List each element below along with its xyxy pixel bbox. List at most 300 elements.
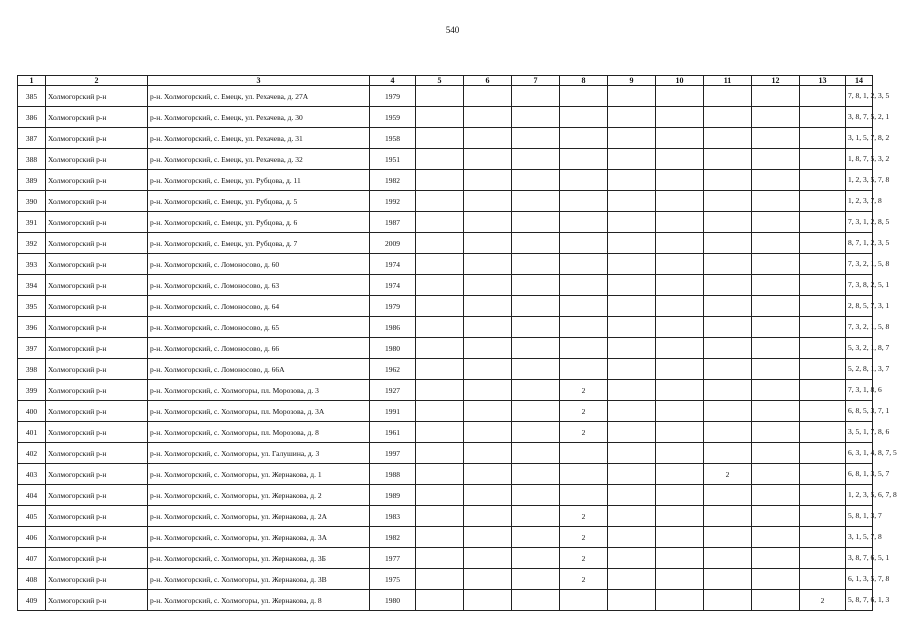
table-cell	[464, 233, 512, 254]
column-header: 10	[656, 76, 704, 86]
table-cell	[608, 485, 656, 506]
table-cell: 1, 8, 7, 5, 3, 2	[846, 149, 873, 170]
table-cell	[560, 590, 608, 611]
table-row	[18, 359, 873, 380]
table-cell	[512, 107, 560, 128]
table-cell	[704, 590, 752, 611]
table-cell	[560, 128, 608, 149]
table-cell: 1992	[370, 191, 416, 212]
table-cell	[608, 212, 656, 233]
table-cell	[656, 275, 704, 296]
table-cell	[656, 401, 704, 422]
table-cell: р-н. Холмогорский, с. Ломоносово, д. 60	[148, 254, 370, 275]
table-cell	[560, 317, 608, 338]
table-cell: р-н. Холмогорский, с. Холмогоры, ул. Жернакова, д. 3А	[148, 527, 370, 548]
table-cell	[800, 506, 846, 527]
table-cell	[800, 527, 846, 548]
table-row	[18, 464, 873, 485]
table-row	[18, 338, 873, 359]
table-cell	[464, 464, 512, 485]
table-cell: 2, 8, 5, 7, 3, 1	[846, 296, 873, 317]
table-cell: 1997	[370, 443, 416, 464]
column-header: 2	[46, 76, 148, 86]
table-cell: 2	[560, 380, 608, 401]
table-cell	[704, 506, 752, 527]
table-cell: Холмогорский р-н	[46, 86, 148, 107]
table-cell: 7, 3, 2, 1, 5, 8	[846, 254, 873, 275]
table-cell: 1958	[370, 128, 416, 149]
table-cell	[608, 401, 656, 422]
table-cell: 408	[18, 569, 46, 590]
table-cell	[464, 128, 512, 149]
table-cell	[416, 359, 464, 380]
table-cell	[656, 128, 704, 149]
table-cell: 6, 8, 5, 3, 7, 1	[846, 401, 873, 422]
table-cell	[800, 464, 846, 485]
table-cell	[464, 254, 512, 275]
table-cell	[464, 548, 512, 569]
table-cell: 3, 1, 5, 7, 8, 2	[846, 128, 873, 149]
table-cell	[608, 359, 656, 380]
table-cell	[656, 506, 704, 527]
table-cell	[464, 485, 512, 506]
table-cell: Холмогорский р-н	[46, 212, 148, 233]
table-cell	[416, 254, 464, 275]
table-row	[18, 506, 873, 527]
table-cell: 1974	[370, 254, 416, 275]
table-cell	[416, 338, 464, 359]
table-cell	[800, 569, 846, 590]
table-row	[18, 212, 873, 233]
table-cell: р-н. Холмогорский, с. Холмогоры, пл. Морозова, д. 8	[148, 422, 370, 443]
table-cell: 1961	[370, 422, 416, 443]
table-cell	[560, 107, 608, 128]
table-cell	[704, 275, 752, 296]
table-cell: Холмогорский р-н	[46, 548, 148, 569]
table-cell	[464, 527, 512, 548]
table-cell	[656, 380, 704, 401]
table-cell	[704, 233, 752, 254]
table-cell	[608, 317, 656, 338]
table-cell	[800, 422, 846, 443]
table-cell	[464, 107, 512, 128]
table-cell: р-н. Холмогорский, с. Холмогоры, пл. Морозова, д. 3А	[148, 401, 370, 422]
table-cell	[608, 422, 656, 443]
table-cell: Холмогорский р-н	[46, 527, 148, 548]
column-header: 9	[608, 76, 656, 86]
table-cell: 2	[704, 464, 752, 485]
table-cell	[416, 569, 464, 590]
table-cell	[416, 233, 464, 254]
table-cell	[800, 86, 846, 107]
table-cell: 394	[18, 275, 46, 296]
table-cell: 1979	[370, 296, 416, 317]
table-cell	[800, 149, 846, 170]
table-cell	[800, 254, 846, 275]
table-row	[18, 86, 873, 107]
table-cell	[608, 569, 656, 590]
table-cell: 6, 8, 1, 3, 5, 7	[846, 464, 873, 485]
table-row	[18, 170, 873, 191]
table-cell	[464, 359, 512, 380]
table-cell	[704, 527, 752, 548]
table-cell	[416, 422, 464, 443]
table-cell	[464, 149, 512, 170]
table-cell	[608, 170, 656, 191]
table-cell	[704, 401, 752, 422]
table-cell	[608, 275, 656, 296]
table-cell	[656, 464, 704, 485]
table-cell: 1951	[370, 149, 416, 170]
table-row	[18, 233, 873, 254]
table-cell: 5, 2, 8, 1, 3, 7	[846, 359, 873, 380]
table-cell: 400	[18, 401, 46, 422]
table-cell	[464, 212, 512, 233]
table-cell	[512, 590, 560, 611]
table-cell: р-н. Холмогорский, с. Холмогоры, ул. Жернакова, д. 8	[148, 590, 370, 611]
table-cell	[416, 212, 464, 233]
table-row	[18, 275, 873, 296]
table-cell	[704, 569, 752, 590]
table-cell: р-н. Холмогорский, с. Ломоносово, д. 64	[148, 296, 370, 317]
table-cell	[800, 401, 846, 422]
table-cell	[464, 317, 512, 338]
table-cell	[704, 338, 752, 359]
table-cell: 5, 8, 7, 6, 1, 3	[846, 590, 873, 611]
table-row	[18, 401, 873, 422]
table-cell	[512, 443, 560, 464]
table-cell: 2	[560, 506, 608, 527]
table-cell	[608, 590, 656, 611]
register-table	[17, 75, 897, 611]
table-cell: 403	[18, 464, 46, 485]
table-cell	[656, 485, 704, 506]
table-cell: Холмогорский р-н	[46, 254, 148, 275]
table-cell	[800, 191, 846, 212]
table-cell: р-н. Холмогорский, с. Холмогоры, ул. Жернакова, д. 3В	[148, 569, 370, 590]
table-cell	[752, 275, 800, 296]
table-cell	[608, 338, 656, 359]
table-cell: р-н. Холмогорский, с. Холмогоры, ул. Жернакова, д. 3Б	[148, 548, 370, 569]
table-cell	[752, 233, 800, 254]
table-cell	[752, 569, 800, 590]
table-cell: 1, 2, 3, 5, 7, 8	[846, 170, 873, 191]
table-cell: Холмогорский р-н	[46, 485, 148, 506]
table-cell	[752, 506, 800, 527]
table-cell: 409	[18, 590, 46, 611]
table-cell: 393	[18, 254, 46, 275]
table-cell	[512, 275, 560, 296]
table-cell: р-н. Холмогорский, с. Холмогоры, ул. Галушина, д. 3	[148, 443, 370, 464]
table-row	[18, 422, 873, 443]
table-cell	[656, 86, 704, 107]
table-cell: 1975	[370, 569, 416, 590]
table-cell	[512, 527, 560, 548]
table-cell: Холмогорский р-н	[46, 464, 148, 485]
table-row	[18, 254, 873, 275]
table-cell: Холмогорский р-н	[46, 590, 148, 611]
table-cell	[512, 86, 560, 107]
table-row	[18, 380, 873, 401]
table-cell	[416, 590, 464, 611]
table-cell	[560, 254, 608, 275]
table-cell	[464, 422, 512, 443]
column-header: 5	[416, 76, 464, 86]
table-cell: 1, 2, 3, 7, 8	[846, 191, 873, 212]
table-cell	[752, 86, 800, 107]
table-cell	[704, 191, 752, 212]
table-cell: 405	[18, 506, 46, 527]
table-cell: 1989	[370, 485, 416, 506]
table-cell	[512, 254, 560, 275]
table-cell: 392	[18, 233, 46, 254]
table-cell: 7, 8, 1, 2, 3, 5	[846, 86, 873, 107]
table-cell: 6, 1, 3, 5, 7, 8	[846, 569, 873, 590]
table-cell	[704, 380, 752, 401]
table-cell	[752, 359, 800, 380]
table-cell: р-н. Холмогорский, с. Холмогоры, ул. Жернакова, д. 2	[148, 485, 370, 506]
table-cell	[608, 191, 656, 212]
table-cell: 6, 3, 1, 4, 8, 7, 5	[846, 443, 873, 464]
table-cell: 404	[18, 485, 46, 506]
table-cell	[752, 338, 800, 359]
table-cell: 397	[18, 338, 46, 359]
table-cell	[752, 590, 800, 611]
table-cell: р-н. Холмогорский, с. Емецк, ул. Рехачева, д. 32	[148, 149, 370, 170]
table-cell: р-н. Холмогорский, с. Емецк, ул. Рубцова, д. 5	[148, 191, 370, 212]
table-cell	[752, 548, 800, 569]
table-row	[18, 548, 873, 569]
table-cell	[608, 464, 656, 485]
table-cell	[416, 317, 464, 338]
table-cell	[656, 170, 704, 191]
table-cell	[416, 296, 464, 317]
table-cell	[752, 443, 800, 464]
table-cell	[608, 506, 656, 527]
table-cell: 1979	[370, 86, 416, 107]
table-cell	[704, 485, 752, 506]
table-cell: Холмогорский р-н	[46, 380, 148, 401]
table-cell: 1959	[370, 107, 416, 128]
table-cell	[560, 170, 608, 191]
table-cell	[704, 107, 752, 128]
table-cell	[464, 170, 512, 191]
table-cell	[512, 506, 560, 527]
column-header: 1	[18, 76, 46, 86]
table-cell	[608, 254, 656, 275]
table-cell: 386	[18, 107, 46, 128]
table-cell	[464, 86, 512, 107]
table-cell	[656, 443, 704, 464]
table-cell	[800, 212, 846, 233]
table-cell: 406	[18, 527, 46, 548]
table-cell	[416, 86, 464, 107]
table-cell: 401	[18, 422, 46, 443]
table-cell	[800, 170, 846, 191]
table-cell	[704, 443, 752, 464]
column-header: 12	[752, 76, 800, 86]
table-cell: 5, 8, 1, 3, 7	[846, 506, 873, 527]
table-cell: 385	[18, 86, 46, 107]
table-cell: 399	[18, 380, 46, 401]
table-cell	[752, 296, 800, 317]
table-row	[18, 107, 873, 128]
table-cell	[800, 380, 846, 401]
table-cell	[800, 548, 846, 569]
table-cell	[416, 464, 464, 485]
table-row	[18, 590, 873, 611]
table-cell: 387	[18, 128, 46, 149]
table-cell	[560, 485, 608, 506]
table-cell	[512, 464, 560, 485]
table-cell	[416, 170, 464, 191]
table-cell: 7, 3, 1, 2, 8, 5	[846, 212, 873, 233]
table-cell	[656, 296, 704, 317]
table-cell: 1977	[370, 548, 416, 569]
table-cell	[704, 548, 752, 569]
table-cell	[512, 170, 560, 191]
table-cell: р-н. Холмогорский, с. Ломоносово, д. 66А	[148, 359, 370, 380]
table-cell: р-н. Холмогорский, с. Ломоносово, д. 65	[148, 317, 370, 338]
table-cell	[704, 212, 752, 233]
table-cell: 3, 1, 5, 7, 8	[846, 527, 873, 548]
table-cell	[416, 527, 464, 548]
table-cell	[800, 107, 846, 128]
table-cell: р-н. Холмогорский, с. Емецк, ул. Рубцова, д. 7	[148, 233, 370, 254]
table-cell: 8, 7, 1, 2, 3, 5	[846, 233, 873, 254]
table-cell: р-н. Холмогорский, с. Холмогоры, пл. Морозова, д. 3	[148, 380, 370, 401]
table-cell	[512, 338, 560, 359]
table-cell	[512, 191, 560, 212]
column-header: 6	[464, 76, 512, 86]
table-cell: 388	[18, 149, 46, 170]
table-cell	[752, 128, 800, 149]
column-header: 3	[148, 76, 370, 86]
table-cell	[704, 359, 752, 380]
table-cell: 1987	[370, 212, 416, 233]
table-cell	[512, 485, 560, 506]
table-cell	[560, 212, 608, 233]
table-cell: 2	[560, 527, 608, 548]
table-cell	[560, 191, 608, 212]
table-cell	[512, 548, 560, 569]
table-cell	[704, 128, 752, 149]
table-cell: р-н. Холмогорский, с. Емецк, ул. Рубцова, д. 11	[148, 170, 370, 191]
table-cell: 389	[18, 170, 46, 191]
table-cell	[416, 485, 464, 506]
table-cell	[416, 275, 464, 296]
table-cell	[416, 401, 464, 422]
table-cell	[464, 590, 512, 611]
table-cell	[416, 149, 464, 170]
table-cell	[464, 191, 512, 212]
table-cell	[608, 149, 656, 170]
table-cell: Холмогорский р-н	[46, 443, 148, 464]
table-row	[18, 443, 873, 464]
table-cell	[656, 527, 704, 548]
table-cell	[752, 401, 800, 422]
table-cell	[560, 464, 608, 485]
table-cell: Холмогорский р-н	[46, 401, 148, 422]
table-cell: Холмогорский р-н	[46, 506, 148, 527]
table-cell: 2009	[370, 233, 416, 254]
table-cell	[656, 359, 704, 380]
table-cell: р-н. Холмогорский, с. Емецк, ул. Рубцова, д. 6	[148, 212, 370, 233]
table-row	[18, 128, 873, 149]
column-header: 4	[370, 76, 416, 86]
table-cell	[752, 464, 800, 485]
table-cell: 1927	[370, 380, 416, 401]
table-cell	[464, 380, 512, 401]
table-cell	[800, 128, 846, 149]
table-cell	[512, 401, 560, 422]
table-cell	[560, 86, 608, 107]
table-cell	[608, 443, 656, 464]
table-cell: Холмогорский р-н	[46, 275, 148, 296]
table-cell	[656, 149, 704, 170]
table-cell: 1982	[370, 527, 416, 548]
table-cell	[560, 338, 608, 359]
table-cell: р-н. Холмогорский, с. Ломоносово, д. 66	[148, 338, 370, 359]
table-cell	[656, 107, 704, 128]
table-cell	[512, 128, 560, 149]
table-cell: 1974	[370, 275, 416, 296]
table-cell: 407	[18, 548, 46, 569]
table-cell	[752, 317, 800, 338]
table-cell: Холмогорский р-н	[46, 128, 148, 149]
table-cell	[560, 149, 608, 170]
table-cell	[752, 149, 800, 170]
table-cell: Холмогорский р-н	[46, 191, 148, 212]
table-cell: 1986	[370, 317, 416, 338]
table-cell: Холмогорский р-н	[46, 422, 148, 443]
column-header: 14	[846, 76, 873, 86]
table-cell: 1, 2, 3, 5, 6, 7, 8	[846, 485, 873, 506]
table-cell: р-н. Холмогорский, с. Емецк, ул. Рехачева, д. 30	[148, 107, 370, 128]
table-cell	[560, 296, 608, 317]
table-cell: 1980	[370, 590, 416, 611]
table-cell	[512, 359, 560, 380]
table-cell	[416, 380, 464, 401]
table-cell: Холмогорский р-н	[46, 233, 148, 254]
table-cell: 7, 3, 2, 1, 5, 8	[846, 317, 873, 338]
table-cell	[560, 443, 608, 464]
table-cell: р-н. Холмогорский, с. Емецк, ул. Рехачева, д. 31	[148, 128, 370, 149]
table-cell	[656, 422, 704, 443]
table-cell	[560, 275, 608, 296]
table-cell	[608, 548, 656, 569]
table-cell	[464, 569, 512, 590]
table-cell	[656, 233, 704, 254]
table-cell	[656, 254, 704, 275]
table-cell	[704, 317, 752, 338]
table-cell	[560, 233, 608, 254]
table-cell: 5, 3, 2, 1, 8, 7	[846, 338, 873, 359]
table-cell	[416, 107, 464, 128]
column-header: 11	[704, 76, 752, 86]
table-row	[18, 191, 873, 212]
table-cell	[656, 212, 704, 233]
table-cell: 3, 8, 7, 5, 2, 1	[846, 107, 873, 128]
table-cell	[800, 485, 846, 506]
table-cell	[752, 212, 800, 233]
table-row	[18, 149, 873, 170]
table-cell	[752, 170, 800, 191]
table-row	[18, 485, 873, 506]
table-cell	[512, 317, 560, 338]
table-cell	[608, 128, 656, 149]
table-cell: Холмогорский р-н	[46, 296, 148, 317]
